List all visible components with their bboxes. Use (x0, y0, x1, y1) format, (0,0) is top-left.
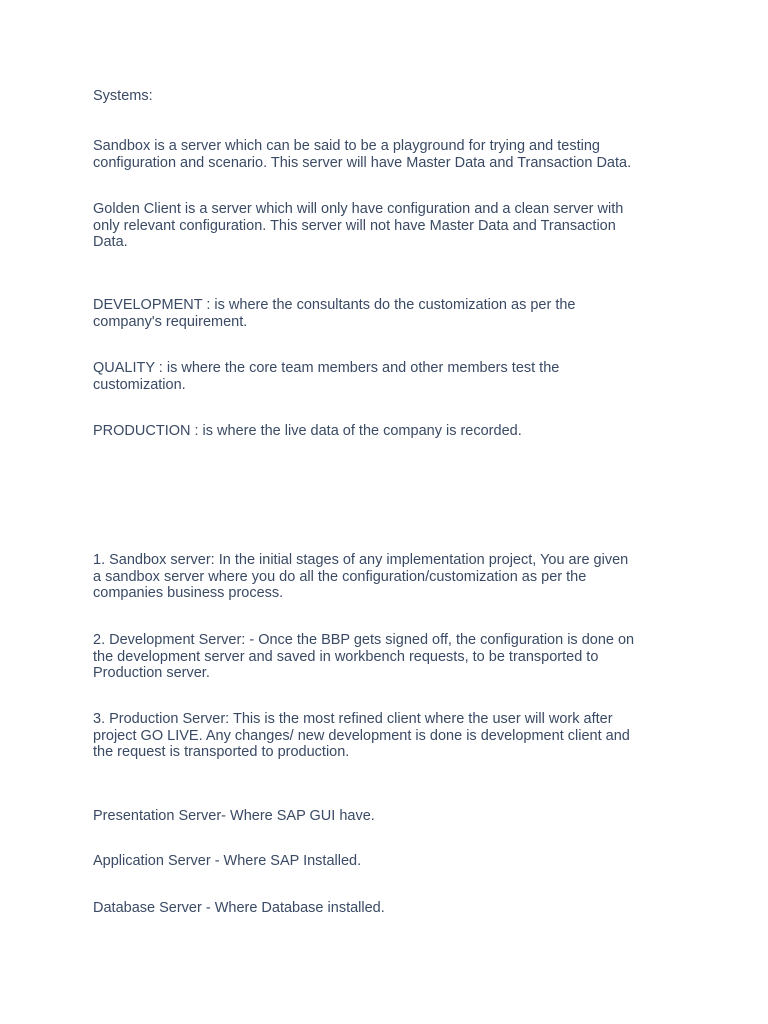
application-server-line (93, 853, 683, 870)
production-paragraph (93, 423, 683, 440)
sandbox-server-item (93, 552, 683, 602)
item2-line-1: 2. Development Server: - Once the BBP gets signed off, the configuration is done on (93, 632, 635, 648)
development-line-1: DEVELOPMENT : is where the consultants do the customization as per the (93, 297, 576, 313)
item2-line-2: the development server and saved in workbench requests, to be transported to (93, 648, 599, 665)
development-line-2: company's requirement. (93, 313, 248, 330)
golden-client-line-3: Data. (93, 234, 128, 251)
item3-line-1: 3. Production Server: This is the most refined client where the user will work after (93, 711, 613, 727)
quality-paragraph (93, 360, 683, 393)
systems-heading (93, 88, 683, 105)
item1-line-1: 1. Sandbox server: In the initial stages of any implementation project, You are given (93, 552, 629, 568)
production-line-1: PRODUCTION : is where the live data of the company is recorded. (93, 423, 522, 439)
database-server-text: Database Server - Where Database installed. (93, 900, 385, 916)
presentation-server-text: Presentation Server- Where SAP GUI have. (93, 808, 375, 824)
quality-line-1: QUALITY : is where the core team members and other members test the (93, 360, 560, 376)
item3-line-3: the request is transported to production. (93, 744, 350, 761)
development-server-item (93, 632, 683, 682)
sandbox-line-1: Sandbox is a server which can be said to be a playground for trying and testing (93, 138, 600, 154)
sandbox-paragraph (93, 138, 683, 171)
item1-line-3: companies business process. (93, 585, 284, 602)
development-paragraph (93, 297, 683, 330)
application-server-text: Application Server - Where SAP Installed. (93, 853, 362, 869)
item1-line-2: a sandbox server where you do all the configuration/customization as per the (93, 568, 587, 585)
golden-client-paragraph (93, 201, 683, 251)
golden-client-line-1: Golden Client is a server which will only have configuration and a clean server with (93, 201, 624, 217)
presentation-server-line (93, 808, 683, 825)
item2-line-3: Production server. (93, 665, 210, 682)
golden-client-line-2: only relevant configuration. This server will not have Master Data and Transaction (93, 217, 616, 234)
quality-line-2: customization. (93, 376, 186, 393)
item3-line-2: project GO LIVE. Any changes/ new development is done is development client and (93, 727, 630, 744)
production-server-item (93, 711, 683, 761)
database-server-line (93, 900, 683, 917)
systems-heading-text: Systems: (93, 88, 153, 104)
sandbox-line-2: configuration and scenario. This server will have Master Data and Transaction Data. (93, 154, 632, 171)
